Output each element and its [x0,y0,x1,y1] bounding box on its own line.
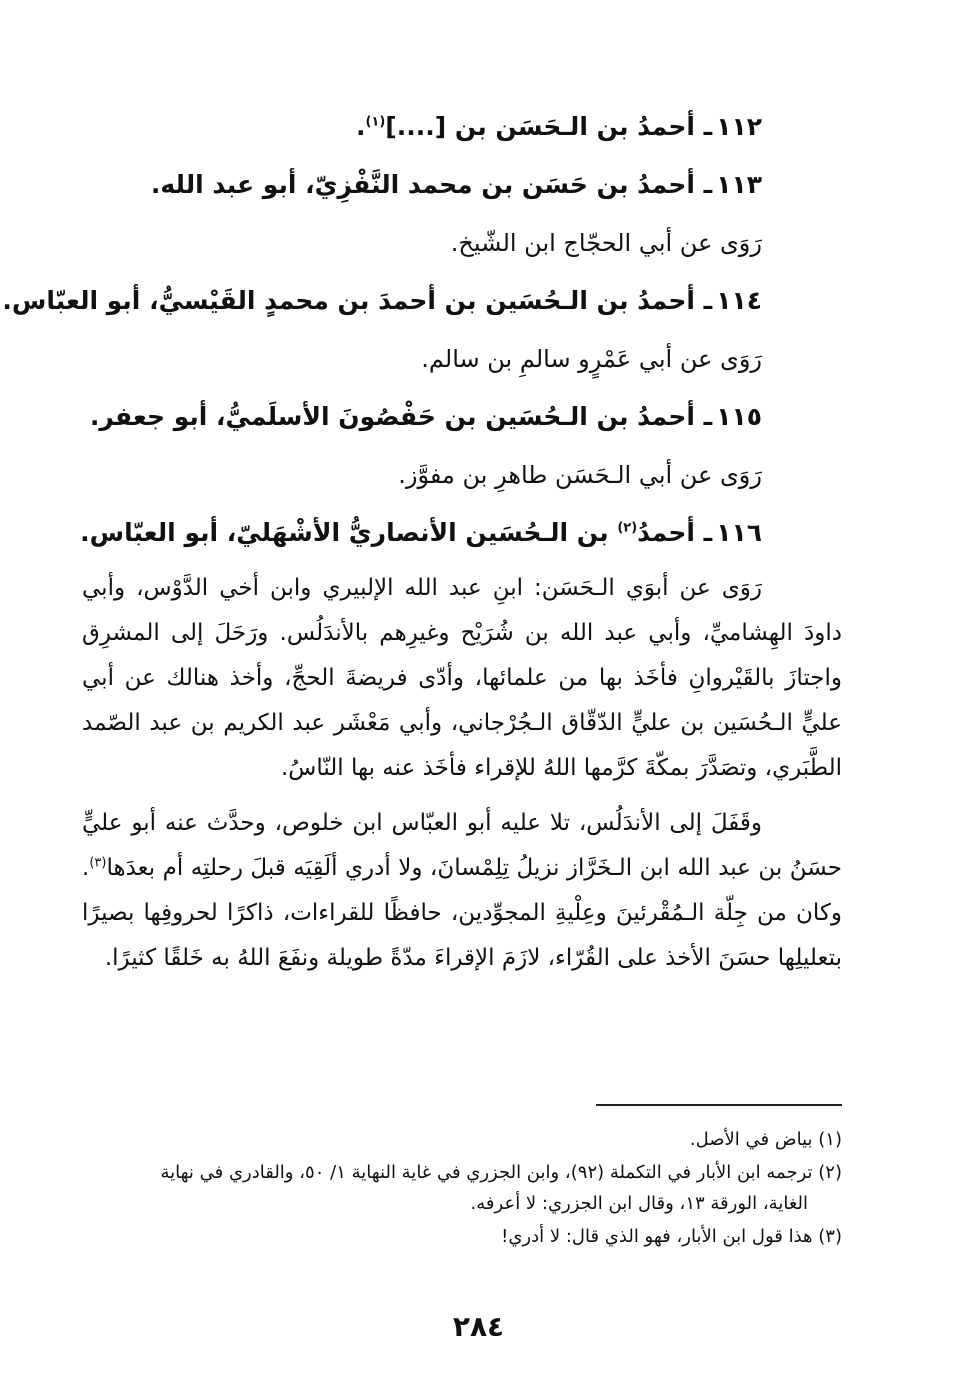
entry-112: ١١٢ـ أحمدُ بن الـحَسَن بن [....]$^{(١)}$. [355,112,762,141]
footnote-ref: (٢) [617,520,638,536]
entry-114: ١١٤ـ أحمدُ بن الـحُسَين بن أحمدَ بن محمدٍ القَيْسيُّ، أبو العبّاس. [2,286,762,315]
entry-115: ١١٥ـ أحمدُ بن الـحُسَين بن حَفْصُونَ الأسلَميُّ، أبو جعفر. [89,402,762,431]
footnote-3 [102,1221,842,1252]
entry-number: ١١٦ [716,518,762,547]
footnote-number: (١) [818,1129,842,1150]
narration-115: رَوَى عن أبي الـحَسَن طاهرِ بن مفوَّز. [398,461,762,489]
footnote-2 [102,1157,842,1219]
entry-title-a: أحمدُ [637,518,695,547]
footnote-text: ترجمه ابن الأبار في التكملة (٩٢)، وابن الجزري في غاية النهاية ١/ ٥٠، والقادري في نهاية [160,1162,813,1183]
entry-number: ١١٤ [716,286,762,315]
entry-number: ١١٥ [716,402,762,431]
main-text [2,98,842,991]
paragraph-text-b: . وكان من جِلّة الـمُقْرئينَ وعِلْيةِ المجوِّدين، حافظًا للقراءات، ذاكرًا لحروفِها بصيرًا بتعليلِها حسَنَ الأخذ على القُرّاء، لازَمَ الإقراءَ مدّةً طويلة ونفَعَ اللهُ به خَلقًا كثيرًا. [82,855,842,971]
footnote-1 [102,1124,842,1155]
narration-114: رَوَى عن أبي عَمْرٍو سالمِ بن سالم. [421,345,762,373]
footnote-text: هذا قول ابن الأبار، فهو الذي قال: لا أدري! [501,1226,813,1247]
entry-title: أحمدُ بن الـحُسَين بن أحمدَ بن محمدٍ القَيْسيُّ، أبو العبّاس. [2,286,695,315]
narration-113: رَوَى عن أبي الحجّاج ابن الشّيخ. [450,229,762,257]
entry-113: ١١٣ـ أحمدُ بن حَسَن بن محمد النَّفْزِيّ، أبو عبد الله. [150,170,762,199]
footnote-text: بياض في الأصل. [689,1129,813,1150]
footnote-ref: (١) [365,114,386,130]
footnote-continuation: الغاية، الورقة ١٣، وقال ابن الجزري: لا أعرفه. [470,1193,808,1214]
footnote-ref: (٣) [89,855,107,871]
entry-title: أحمدُ بن حَسَن بن محمد النَّفْزِيّ، أبو عبد الله. [150,170,695,199]
entry-number: ١١٢ [716,112,762,141]
entry-title-b: بن الـحُسَين الأنصاريُّ الأشْهَليّ، أبو العبّاس. [80,518,609,547]
paragraph-biography: رَوَى عن أبوَي الـحَسَن: ابنِ عبد الله الإلبيري وابن أخي الدَّوْس، وأبي داودَ الهِشاميِّ، وأبي عبد الله بن شُرَيْح وغيرِهم بالأندَلُس. ورَحَلَ إلى المشرِق واجتازَ بالقَيْروانِ فأخَذ بها من علمائها، وأدّى فريضةَ الحجِّ، وأخذ هنالك عن أبي عليٍّ الـحُسَين بن عليٍّ الدّقّاق الـجُرْجاني، وأبي مَعْشَر عبد الكريم بن عبد الصّمد الطَّبَري، وتصَدَّرَ بمكّةَ كرَّمها اللهُ للإقراء فأخَذ عنه بها النّاسُ. [82,575,842,781]
footnote-number: (٢) [818,1162,842,1183]
paragraph-text-a: وقَفَلَ إلى الأندَلُس، تلا عليه أبو العبّاس ابن خلوص، وحدَّث عنه أبو عليٍّ حسَنُ بن عبد الله ابن الـخَرَّاز نزيلُ تِلِمْسانَ، ولا أدري ألَقِيَه قبلَ رحلتِه أم بعدَها [82,810,842,881]
entry-title: أحمدُ بن الـحُسَين بن حَفْصُونَ الأسلَميُّ، أبو جعفر. [89,402,695,431]
footnotes [102,1122,842,1254]
paragraph-return [82,801,842,981]
footnote-divider [596,1104,842,1106]
page-number: ٢٨٤ [452,1310,505,1343]
entry-number: ١١٣ [716,170,762,199]
entry-end: . [355,112,366,141]
footnote-number: (٣) [818,1226,842,1247]
entry-116: ١١٦ـ أحمدُ$^{(٢)}$ بن الـحُسَين الأنصاريُّ الأشْهَليّ، أبو العبّاس. [80,518,762,547]
entry-title: أحمدُ بن الـحَسَن بن [....] [385,112,695,141]
